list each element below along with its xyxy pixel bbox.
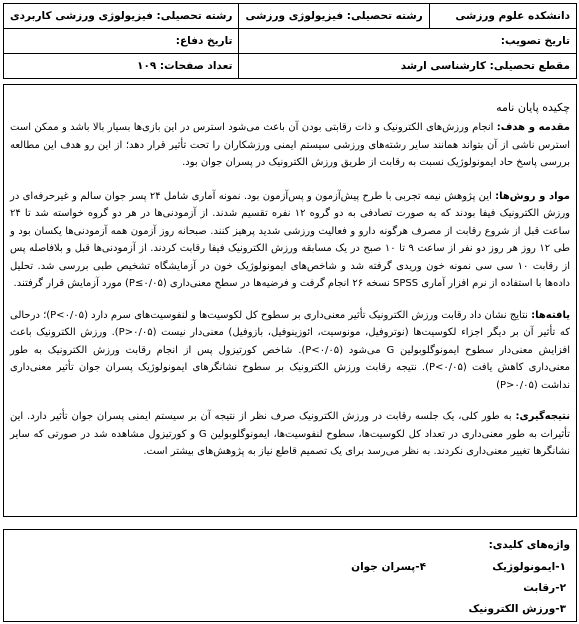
keywords-box xyxy=(3,529,577,622)
methods-text: این پژوهش نیمه تجربی با طرح پیش‌آزمون و پس‌آزمون بود. نمونه آماری شامل ۲۴ پسر جوان سالم و غیرحرفه‌ای در ورزش الکترونیک فیفا بودند که به صورت تصادفی به دو گروه ۱۲ نفره تقسیم شدند. از آزمودنی‌ها در هر دو گروه خواسته شد تا ۲۴ ساعت قبل از شروع رقابت از مصرف هرگونه دارو و فعالیت ورزشی شدید پرهیز کنند. صبحانه روز آزمون همه آزمودنی‌ها یکسان بود و طی ۱۲ روز هر روز دو نفر از ساعت ۹ تا ۱۰ صبح در یک مسابقه ورزش الکترونیک فیفا رقابت کردند. از آزمودنی‌ها قبل و بلافاصله پس از رقابت ۱۰ سی سی نمونه خون وریدی گرفته شد و شاخص‌های ایمونولوژیک خون در آزمایشگاه تشخیص طبی بررسی شد. تحلیل داده‌ها با استفاده از نرم افزار آماری SPSS نسخه ۲۶ انجام گرفت و فرضیه‌ها در سطح معنی‌داری (P≤۰/۰۵) مورد آزمایش قرار گرفتند. xyxy=(10,190,570,289)
conclusion-label: نتیجه‌گیری: xyxy=(515,411,570,422)
conclusion-section xyxy=(10,408,570,461)
keyword-item: ۲-رقابت xyxy=(523,582,566,594)
findings-text: نتایج نشان داد رقابت ورزش الکترونیک تأثیر معنی‌داری بر سطوح کل لکوسیت‌ها و لنفوسیت‌های سرم دارد (P<۰/۰۵)؛ درحالی که تأثیر آن بر دیگر اجزاء لکوسیت‌ها (نوتروفیل، مونوسیت، ائوزینوفیل، بازوفیل) معنی‌دار نیست (P>۰/۰۵). ورزش الکترونیک باعث افزایش معنی‌دار سطوح ایمونوگلوبولین G می‌شود (P<۰/۰۵). شاخص کورتیزول پس از انجام رقابت ورزش الکترونیک به طور معنی‌داری کاهش یافت (P<۰/۰۵). نتیجه رقابت ورزش الکترونیک بر سطوح نشانگرهای ایمونولوژیک پسران جوان تأثیر معنی‌داری نداشت (P>۰/۰۵) xyxy=(10,309,571,391)
methods-label: مواد و روش‌ها: xyxy=(495,190,570,202)
conclusion-text: به طور کلی، یک جلسه رقابت در ورزش الکترونیک صرف نظر از نتیجه آن بر سیستم ایمنی پسران جوان تأثیر دارد. این تأثیرات به طور معنی‌داری در تعداد کل لکوسیت‌ها، سطوح لنفوسیت‌ها، ایمونوگلوبولین G و کورتیزول مشاهده شد در صورتی که سایر نشانگرها تغییر معنی‌داری نکردند. به نظر می‌رسد برای یک تصمیم قاطع نیاز به پژوهش‌های بیشتر است. xyxy=(10,411,570,457)
keywords-title: واژه‌های کلیدی: xyxy=(488,539,570,551)
intro-text: انجام ورزش‌های الکترونیک و ذات رقابتی بودن آن باعث می‌شود استرس در این بازی‌ها بسیار بالا باشد و ممکن است استرس ناشی از آن بتواند همانند سایر رشته‌های ورزشی سیستم ایمنی ورزشکاران را تحت تأثیر قرار دهد؛ از این رو هدف این مطالعه بررسی پاسخ حاد ایمونولوژیک نسبت به رقابت از طریق ورزش الکترونیک در پسران جوان بود. xyxy=(10,122,570,168)
abstract-title: چکیده پایان نامه xyxy=(496,101,570,114)
findings-label: یافته‌ها: xyxy=(531,309,570,321)
major-cell: رشته تحصیلی: فیزیولوژی ورزشی xyxy=(239,4,429,29)
approval-date-cell: تاریخ تصویب: xyxy=(239,29,577,54)
keyword-item: ۳-ورزش الکترونیک xyxy=(468,603,566,615)
major-applied-cell: رشته تحصیلی: فیزیولوژی ورزشی کاربردی xyxy=(4,4,239,29)
degree-cell: مقطع تحصیلی: کارشناسی ارشد xyxy=(239,54,577,79)
thesis-info-table xyxy=(3,3,577,79)
intro-section xyxy=(10,119,570,172)
faculty-cell: دانشکده علوم ورزشی xyxy=(429,4,576,29)
page-count-cell: تعداد صفحات: ۱۰۹ xyxy=(4,54,239,79)
keyword-item: ۱-ایمونولوژیک xyxy=(492,561,566,573)
findings-section xyxy=(10,307,570,395)
methods-section xyxy=(10,188,570,293)
abstract-box xyxy=(3,84,577,517)
intro-label: مقدمه و هدف: xyxy=(496,122,570,133)
keyword-item: ۴-پسران جوان xyxy=(351,561,426,573)
defense-date-cell: تاریخ دفاع: xyxy=(4,29,239,54)
